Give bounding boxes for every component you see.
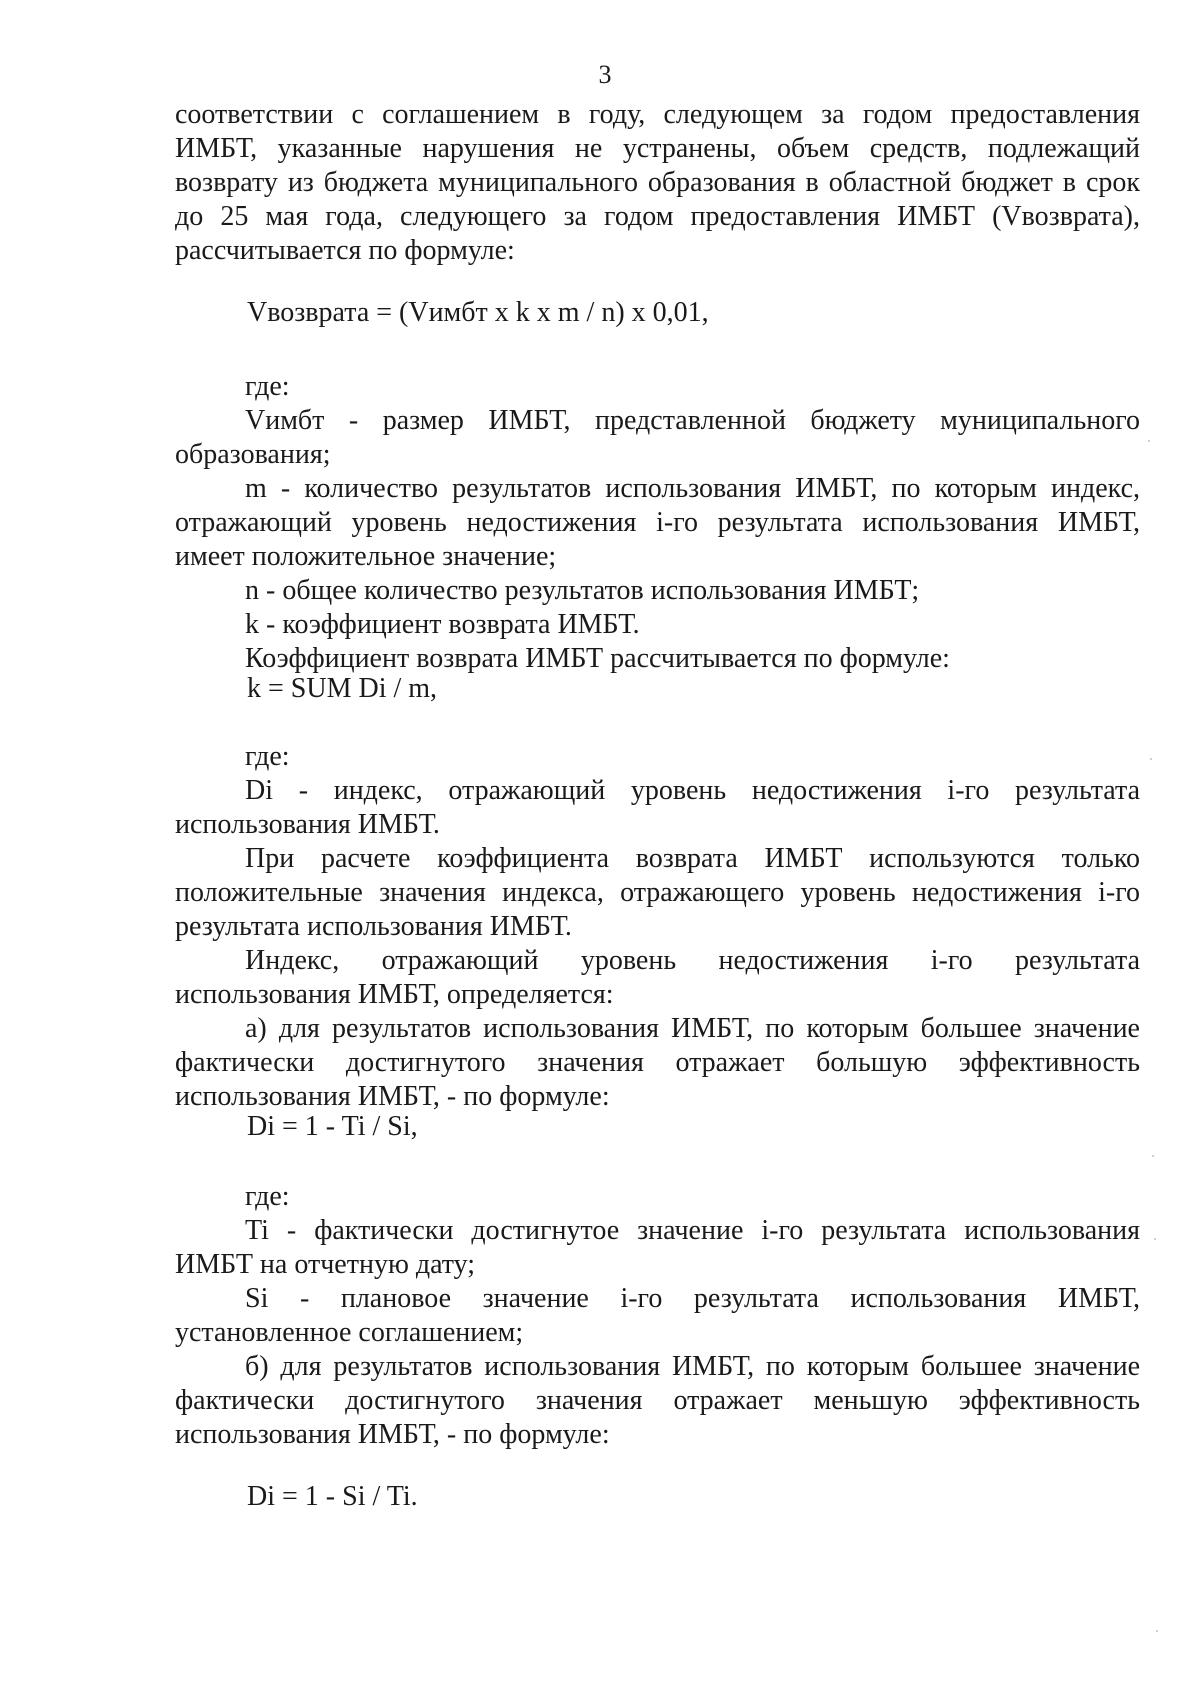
definitions-block-3 xyxy=(175,1180,1140,1452)
paragraph-line: а) для результатов использования ИМБТ, по которым большее значение xyxy=(245,1013,1140,1044)
paragraph-line: использования ИМБТ, определяется: xyxy=(175,979,614,1010)
intro-line: соответствии с соглашением в году, следующем за годом предоставления xyxy=(175,99,1140,130)
definitions-block-1 xyxy=(175,370,1140,676)
page-number: 3 xyxy=(598,60,612,89)
scan-artifact xyxy=(1152,1155,1154,1157)
scan-artifact xyxy=(1150,758,1152,760)
definition-line: образования; xyxy=(175,439,331,470)
definition-line: имеет положительное значение; xyxy=(175,541,557,572)
definition-line: Vимбт - размер ИМБТ, представленной бюджету муниципального xyxy=(245,405,1140,436)
scan-artifact xyxy=(1154,1238,1156,1240)
intro-line: рассчитывается по формуле: xyxy=(175,235,515,266)
intro-line: ИМБТ, указанные нарушения не устранены, объем средств, подлежащий xyxy=(175,133,1140,164)
definition-line: k - коэффициент возврата ИМБТ. xyxy=(245,609,640,640)
where-label: где: xyxy=(245,1181,290,1212)
definition-line: Di - индекс, отражающий уровень недостижения i-го результата xyxy=(245,775,1140,806)
paragraph-line: результата использования ИМБТ. xyxy=(175,911,572,942)
intro-line: возврату из бюджета муниципального образования в областной бюджет в срок xyxy=(175,167,1140,198)
paragraph-line: При расчете коэффициента возврата ИМБТ используются только xyxy=(245,843,1140,874)
definition-line: отражающий уровень недостижения i-го результата использования ИМБТ, xyxy=(175,507,1140,538)
where-label: где: xyxy=(245,371,290,402)
paragraph-line: использования ИМБТ, - по формуле: xyxy=(175,1419,610,1450)
paragraph-line: фактически достигнутого значения отражает большую эффективность xyxy=(175,1047,1140,1078)
definition-line: установленное соглашением; xyxy=(175,1317,524,1348)
formula-di-a: Di = 1 - Ti / Si, xyxy=(247,1111,418,1142)
where-label: где: xyxy=(245,741,290,772)
definitions-block-2 xyxy=(175,740,1140,1114)
scan-artifact xyxy=(1148,440,1150,442)
definition-line: Ti - фактически достигнутое значение i-го результата использования xyxy=(245,1215,1140,1246)
definition-line: m - количество результатов использования ИМБТ, по которым индекс, xyxy=(245,473,1140,504)
scan-artifact xyxy=(1156,1630,1158,1632)
definition-line: Коэффициент возврата ИМБТ рассчитывается по формуле: xyxy=(245,643,950,674)
formula-v-return: Vвозврата = (Vимбт x k x m / n) x 0,01, xyxy=(247,297,709,328)
paragraph-line: Индекс, отражающий уровень недостижения i-го результата xyxy=(245,945,1140,976)
definition-line: использования ИМБТ. xyxy=(175,809,440,840)
paragraph-line: б) для результатов использования ИМБТ, по которым большее значение xyxy=(245,1351,1140,1382)
formula-k: k = SUM Di / m, xyxy=(247,673,438,704)
paragraph-line: использования ИМБТ, - по формуле: xyxy=(175,1081,610,1112)
definition-line: n - общее количество результатов использования ИМБТ; xyxy=(245,575,920,606)
intro-paragraph xyxy=(175,98,1140,268)
definition-line: ИМБТ на отчетную дату; xyxy=(175,1249,476,1280)
definition-line: Si - плановое значение i-го результата использования ИМБТ, xyxy=(245,1283,1140,1314)
intro-line: до 25 мая года, следующего за годом предоставления ИМБТ (Vвозврата), xyxy=(175,201,1140,232)
paragraph-line: положительные значения индекса, отражающего уровень недостижения i-го xyxy=(175,877,1140,908)
paragraph-line: фактически достигнутого значения отражает меньшую эффективность xyxy=(175,1385,1140,1416)
formula-di-b: Di = 1 - Si / Ti. xyxy=(247,1481,418,1512)
